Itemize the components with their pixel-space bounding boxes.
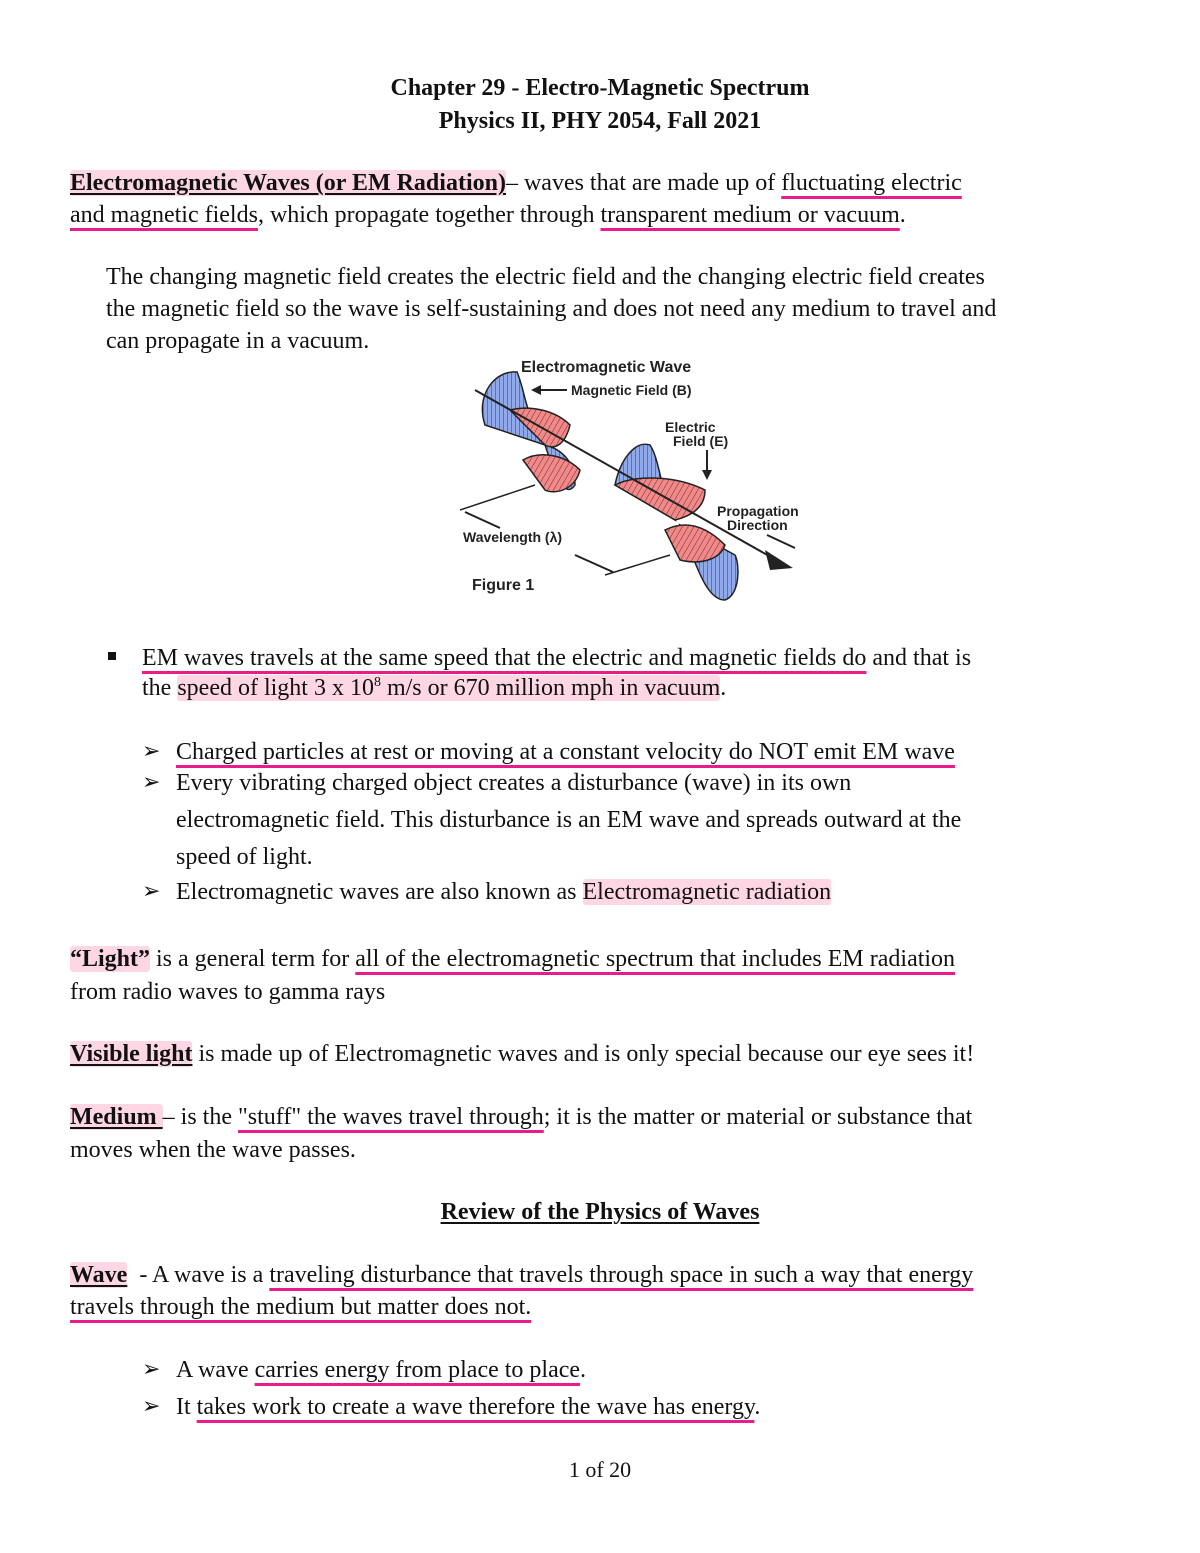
review-heading: Review of the Physics of Waves (440, 1199, 760, 1225)
em-waves-def-underline2: and magnetic fields (70, 202, 258, 228)
light-mid: is a general term for (150, 946, 356, 972)
wave-carries-end: . (580, 1357, 587, 1383)
medium-term: Medium (70, 1104, 163, 1130)
page-title: Chapter 29 - Electro-Magnetic Spectrum (390, 75, 810, 101)
arrow-bullet-icon: ➢ (142, 1357, 161, 1382)
electric-wave-lobe (665, 525, 725, 562)
wave-work-pre: It (176, 1394, 197, 1420)
wavelength-marker (460, 485, 535, 510)
electric-arrowhead (702, 470, 712, 480)
speed-bullet-end: . (720, 675, 727, 701)
wave-underline2: travels through the medium but matter does not. (70, 1294, 532, 1320)
wave-work-underline: takes work to create a wave therefore the wave has energy (196, 1394, 755, 1420)
electric-wave-lobe (615, 478, 705, 520)
em-radiation-highlight: Electromagnetic radiation (582, 879, 832, 905)
em-waves-definition-line1 (70, 167, 962, 199)
em-waves-definition-line2 (70, 199, 906, 231)
light-definition-line1 (70, 943, 955, 975)
em-waves-def-underline3: transparent medium or vacuum (600, 202, 900, 228)
wave-work-bullet (176, 1391, 760, 1423)
speed-of-light-text: speed of light 3 x 10 (177, 675, 374, 701)
speed-bullet-line2 (142, 672, 726, 704)
arrow-bullet-icon: ➢ (142, 770, 161, 795)
em-waves-term: Electromagnetic Waves (or EM Radiation) (70, 170, 506, 196)
visible-light-rest: is made up of Electromagnetic waves and is only special because our eye sees it! (192, 1041, 975, 1067)
magnetic-arrowhead (531, 385, 541, 395)
speed-of-light-highlight (177, 675, 720, 701)
magnetic-field-label: Magnetic Field (B) (571, 382, 692, 398)
wave-carries-pre: A wave (176, 1357, 255, 1383)
wave-term: Wave (70, 1262, 128, 1288)
page-number: 1 of 20 (568, 1457, 632, 1482)
wave-mid: - A wave is a (127, 1262, 270, 1288)
vibrating-object-line1: Every vibrating charged object creates a disturbance (wave) in its own (176, 770, 852, 796)
charged-particles-bullet (176, 736, 955, 768)
electric-field-label-1: Electric (665, 419, 716, 435)
propagation-label-2: Direction (727, 517, 788, 533)
light-underline: all of the electromagnetic spectrum that includes EM radiation (355, 946, 956, 972)
vibrating-object-line2: electromagnetic field. This disturbance is an EM wave and spreads outward at the (176, 807, 962, 833)
visible-light-term: Visible light (70, 1041, 193, 1067)
propagation-arrowhead (765, 550, 793, 570)
speed-bullet-pre: the (142, 675, 178, 701)
wave-carries-underline: carries energy from place to place (254, 1357, 581, 1383)
medium-rest: ; it is the matter or material or substance that (543, 1104, 973, 1130)
speed-of-light-text2: m/s or 670 million mph in vacuum (380, 675, 721, 701)
em-waves-def-underline1: fluctuating electric (781, 170, 962, 196)
em-wave-figure (455, 350, 825, 606)
changing-field-line1: The changing magnetic field creates the electric field and the changing electric field creates (106, 264, 985, 290)
medium-definition-line1 (70, 1101, 972, 1133)
propagation-label-1: Propagation (717, 503, 799, 519)
light-term: “Light” (70, 946, 151, 972)
wavelength-arrow-left (465, 512, 500, 528)
wave-definition-line1 (70, 1259, 973, 1291)
arrow-bullet-icon: ➢ (142, 1394, 161, 1419)
arrow-bullet-icon: ➢ (142, 879, 161, 904)
page-subtitle: Physics II, PHY 2054, Fall 2021 (438, 108, 762, 134)
wave-underline1: traveling disturbance that travels through space in such a way that energy (269, 1262, 974, 1288)
figure-caption: Figure 1 (472, 577, 535, 594)
arrow-bullet-icon: ➢ (142, 739, 161, 764)
wave-work-end: . (754, 1394, 761, 1420)
em-waves-def-end: . (899, 202, 906, 228)
speed-bullet-underline: EM waves travels at the same speed that the electric and magnetic fields do (142, 645, 867, 671)
electric-field-label-2: Field (E) (673, 433, 729, 449)
wave-definition-line2 (70, 1291, 531, 1323)
speed-bullet-rest: and that is (866, 645, 972, 671)
em-waves-def-text: – waves that are made up of (505, 170, 782, 196)
medium-mid: – is the (162, 1104, 238, 1130)
wavelength-marker (605, 555, 670, 575)
visible-light-definition (70, 1038, 974, 1070)
wave-carries-energy-bullet (176, 1354, 586, 1386)
wavelength-arrow-right (575, 555, 613, 572)
square-bullet-icon (108, 652, 116, 660)
speed-exponent: 8 (373, 675, 381, 690)
figure-title: Electromagnetic Wave (521, 359, 692, 376)
speed-bullet-line1 (142, 642, 971, 674)
changing-field-line3: can propagate in a vacuum. (106, 328, 370, 354)
also-known-bullet (176, 876, 831, 908)
wavelength-label: Wavelength (λ) (463, 529, 563, 545)
medium-definition-line2: moves when the wave passes. (70, 1137, 356, 1163)
vibrating-object-line3: speed of light. (176, 844, 313, 870)
charged-particles-text: Charged particles at rest or moving at a constant velocity do NOT emit EM wave (176, 739, 955, 765)
light-definition-line2: from radio waves to gamma rays (70, 979, 386, 1005)
em-waves-def-text2: , which propagate together through (257, 202, 601, 228)
changing-field-line2: the magnetic field so the wave is self-sustaining and does not need any medium to travel and (106, 296, 997, 322)
medium-underline: "stuff" the waves travel through (238, 1104, 544, 1130)
propagation-arrow (767, 535, 795, 548)
also-known-text: Electromagnetic waves are also known as (176, 879, 583, 905)
